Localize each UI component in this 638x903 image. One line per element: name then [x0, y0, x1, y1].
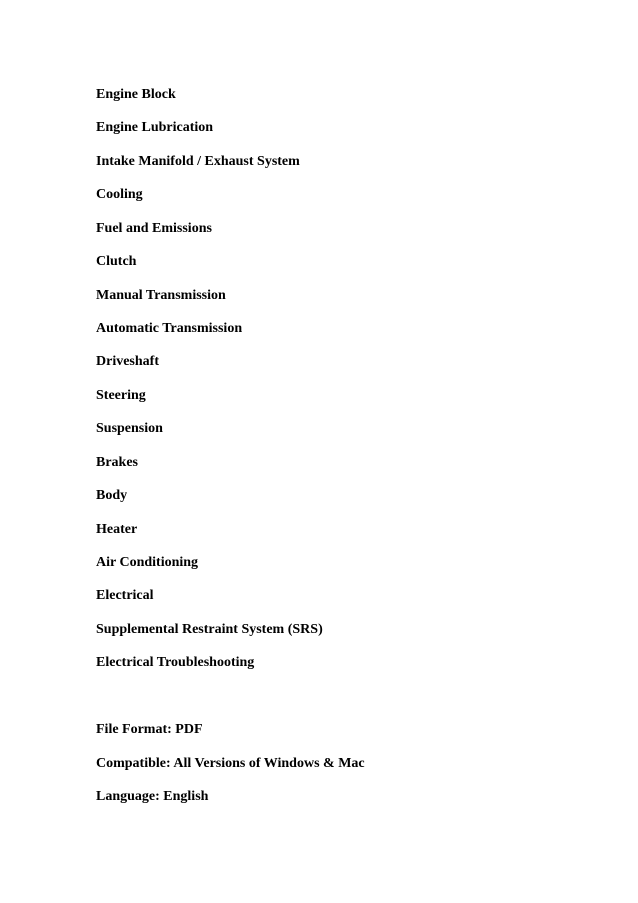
section-item: Cooling	[96, 187, 143, 202]
section-item: Intake Manifold / Exhaust System	[96, 154, 300, 169]
section-item: Air Conditioning	[96, 555, 199, 570]
language-info: Language: English	[96, 789, 209, 804]
section-item: Engine Block	[96, 87, 176, 102]
section-item: Manual Transmission	[96, 288, 226, 303]
section-item: Suspension	[96, 421, 163, 436]
section-item: Driveshaft	[96, 354, 159, 369]
section-item: Engine Lubrication	[96, 120, 214, 135]
section-item: Fuel and Emissions	[96, 221, 212, 236]
section-item: Supplemental Restraint System (SRS)	[96, 622, 323, 637]
compatibility-info: Compatible: All Versions of Windows & Mac	[96, 756, 365, 771]
section-item: Heater	[96, 522, 138, 537]
section-item: Clutch	[96, 254, 137, 269]
section-item: Brakes	[96, 455, 138, 470]
section-item: Electrical	[96, 588, 154, 603]
file-format-info: File Format: PDF	[96, 722, 203, 737]
section-item: Body	[96, 488, 128, 503]
section-item: Electrical Troubleshooting	[96, 655, 255, 670]
section-item: Automatic Transmission	[96, 321, 243, 336]
section-item: Steering	[96, 388, 146, 403]
